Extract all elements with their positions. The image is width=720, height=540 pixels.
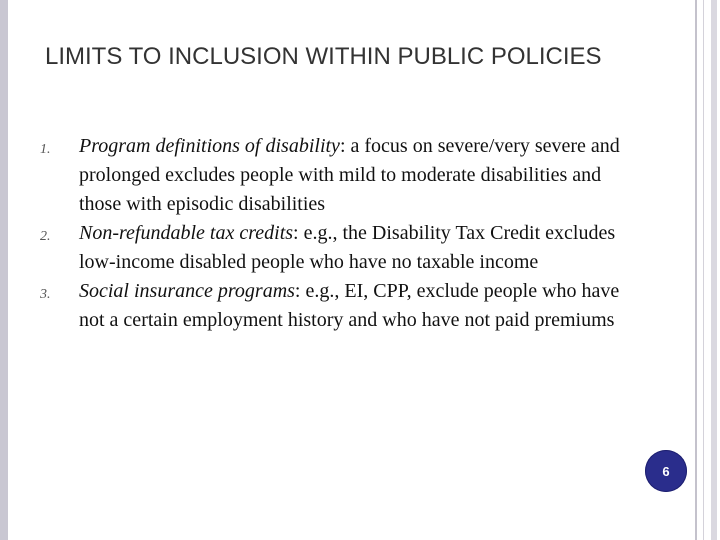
- list-item: [40, 277, 620, 335]
- numbered-list: [40, 132, 620, 335]
- list-number: 3.: [40, 287, 51, 302]
- list-number: 1.: [40, 142, 51, 157]
- right-rail-line: [711, 0, 717, 540]
- left-decorative-rail: [0, 0, 8, 540]
- list-item-term: Non-refundable tax credits: [79, 222, 294, 244]
- list-item-text: : a focus on severe/very severe and prolonged excludes people with mild to moderate disabilities and those with episodic disabilities: [79, 135, 620, 215]
- page-number: 6: [662, 463, 670, 479]
- list-item: [40, 219, 620, 277]
- page-number-badge: [645, 450, 687, 492]
- list-item-term: Social insurance programs: [79, 280, 295, 302]
- list-item: [40, 132, 620, 219]
- list-item-term: Program definitions of disability: [79, 135, 340, 157]
- slide-title: LIMITS TO INCLUSION WITHIN PUBLIC POLICIES: [45, 43, 602, 70]
- list-item-text: : e.g., EI, CPP, exclude people who have not a certain employment history and who have not paid premiums: [79, 280, 620, 331]
- right-rail-line: [703, 0, 704, 540]
- list-number: 2.: [40, 229, 51, 244]
- list-item-text: : e.g., the Disability Tax Credit excludes low-income disabled people who have no taxable income: [79, 222, 616, 273]
- right-rail-line: [695, 0, 697, 540]
